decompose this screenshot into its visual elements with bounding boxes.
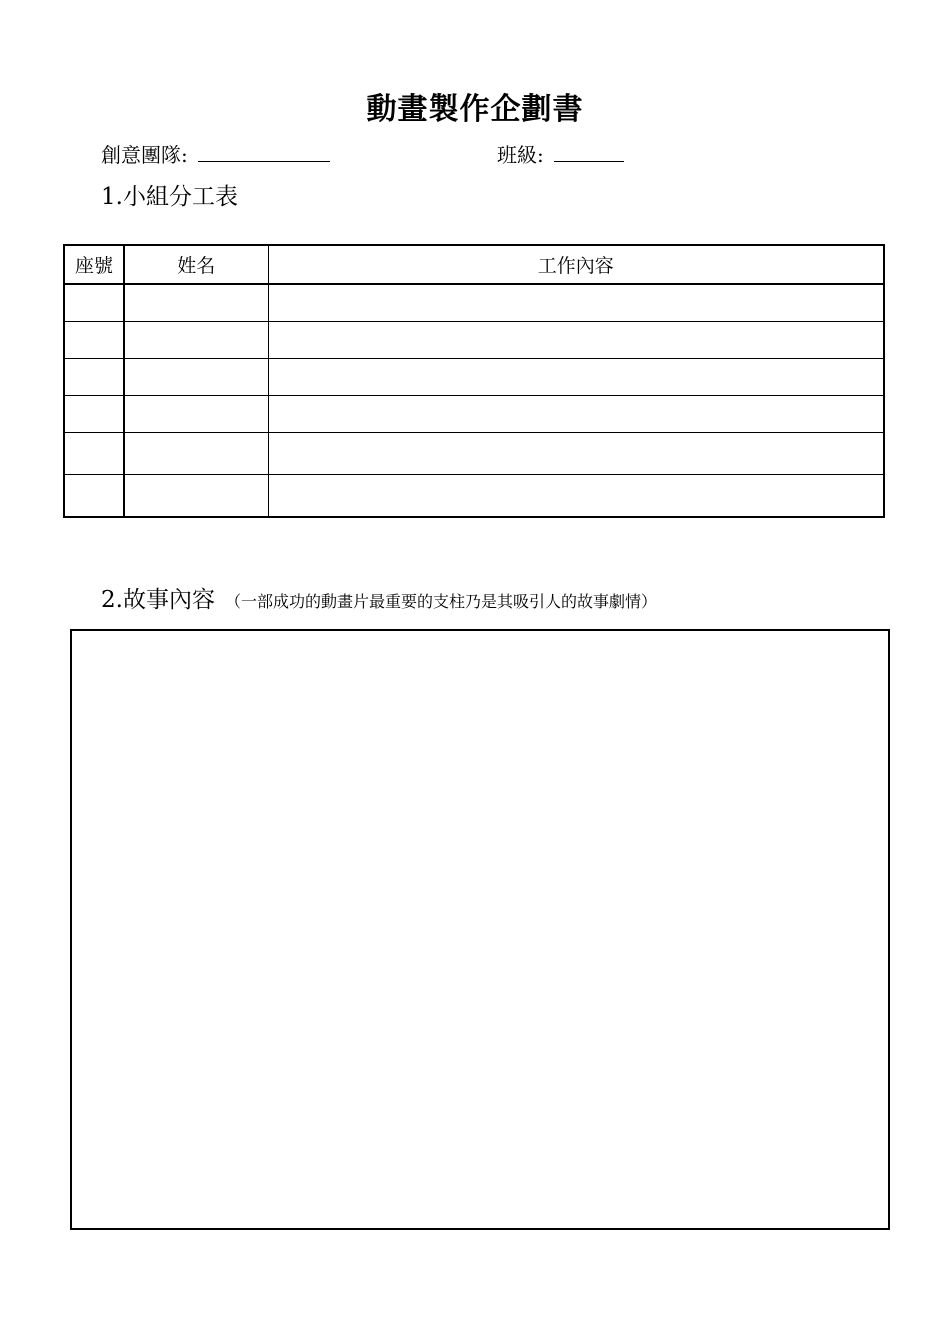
work-cell[interactable] (268, 396, 884, 433)
work-cell[interactable] (268, 284, 884, 322)
name-cell[interactable] (124, 433, 268, 475)
work-cell[interactable] (268, 322, 884, 359)
class-blank-line[interactable] (554, 143, 624, 162)
table-row (64, 396, 884, 433)
seat-cell[interactable] (64, 396, 124, 433)
class-label: 班級: (497, 143, 544, 167)
work-cell[interactable] (268, 359, 884, 396)
section2-hint: （一部成功的動畫片最重要的支柱乃是其吸引人的故事劇情） (224, 592, 657, 611)
name-cell[interactable] (124, 322, 268, 359)
seat-cell[interactable] (64, 322, 124, 359)
name-cell[interactable] (124, 359, 268, 396)
name-cell[interactable] (124, 396, 268, 433)
seat-cell[interactable] (64, 284, 124, 322)
name-cell[interactable] (124, 475, 268, 518)
table-row (64, 475, 884, 518)
team-blank-line[interactable] (198, 143, 330, 162)
seat-cell[interactable] (64, 433, 124, 475)
document-title: 動畫製作企劃書 (366, 92, 584, 127)
team-field (101, 140, 330, 170)
team-label: 創意團隊: (101, 143, 188, 167)
table-header-row (64, 245, 884, 284)
column-header-work: 工作內容 (268, 245, 884, 284)
table-row (64, 284, 884, 322)
class-field (497, 140, 624, 170)
section2-title: 2.故事內容 (101, 587, 215, 613)
table-row (64, 359, 884, 396)
table-row (64, 322, 884, 359)
section2-heading (101, 584, 657, 618)
name-cell[interactable] (124, 284, 268, 322)
work-cell[interactable] (268, 433, 884, 475)
story-content-box[interactable] (70, 629, 890, 1230)
seat-cell[interactable] (64, 359, 124, 396)
work-cell[interactable] (268, 475, 884, 518)
column-header-seat: 座號 (64, 245, 124, 284)
seat-cell[interactable] (64, 475, 124, 518)
section1-heading: 1.小組分工表 (101, 184, 238, 210)
division-table (63, 244, 885, 518)
table-row (64, 433, 884, 475)
column-header-name: 姓名 (124, 245, 268, 284)
